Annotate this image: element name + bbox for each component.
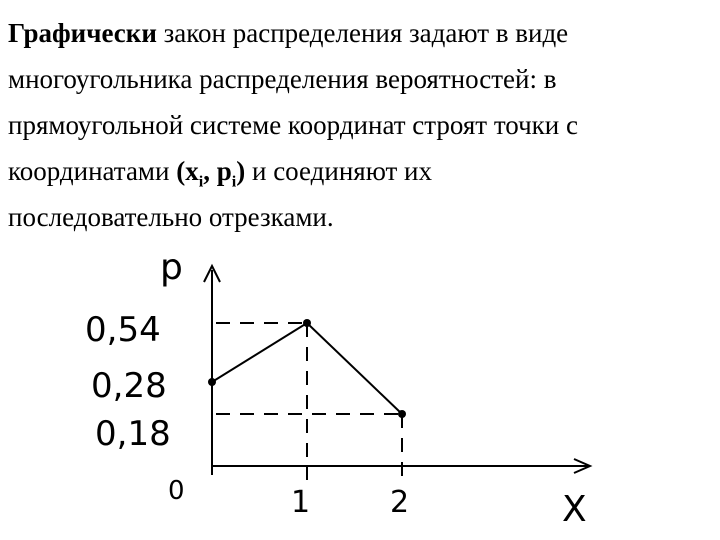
- coord-x-subscript: i: [198, 172, 204, 191]
- text-line-4-post: и соединяют их: [252, 156, 433, 186]
- x-axis-label: X: [562, 489, 587, 530]
- data-point-0: [208, 378, 216, 386]
- text-line-4-pre: координатами: [8, 156, 170, 186]
- coord-comma: ,: [203, 156, 210, 186]
- text-line-1-rest: закон распределения задают в виде: [163, 18, 569, 48]
- y-tick-018: 0,18: [95, 414, 171, 454]
- dashed-guides: [216, 323, 402, 480]
- y-tick-028: 0,28: [91, 366, 167, 406]
- close-paren: ): [236, 156, 246, 186]
- x-tick-1: 1: [291, 485, 311, 520]
- y-tick-054: 0,54: [85, 310, 161, 350]
- data-point-1: [303, 319, 311, 327]
- data-point-2: [398, 410, 406, 418]
- y-axis-label: p: [160, 247, 183, 288]
- origin-label: 0: [168, 476, 185, 506]
- coord-p: p: [216, 156, 232, 186]
- coord-x: x: [185, 156, 199, 186]
- bold-term: Графически: [8, 18, 157, 48]
- text-line-3: прямоугольной системе координат строят точки с: [8, 110, 578, 140]
- open-paren: (: [176, 156, 186, 186]
- x-tick-2: 2: [390, 485, 410, 520]
- coord-p-subscript: i: [231, 172, 237, 191]
- text-line-5: последовательно отрезками.: [8, 202, 334, 232]
- text-line-2: многоугольника распределения вероятностей: в: [8, 64, 557, 94]
